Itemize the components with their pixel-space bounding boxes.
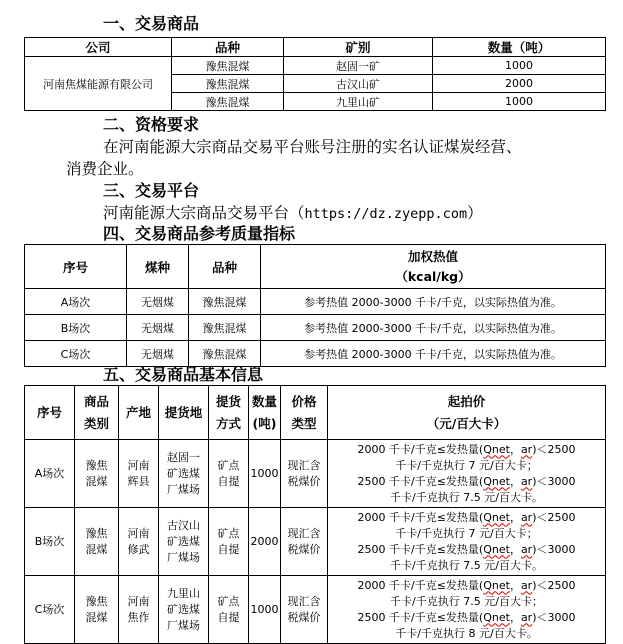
price-comma: ， [509,542,521,556]
method-2: 自提 [217,610,240,624]
table-row [25,508,606,576]
header-price-2: （元/百大卡） [426,415,507,431]
price-type-cell [281,576,328,644]
header-category-1: 商品 [83,393,109,409]
start-price-cell [328,576,606,644]
price-line-2: 千卡/千克执行 7.5 元/百大卡； [390,594,543,608]
table-row [25,315,606,341]
price-text: )＜2500 [532,510,576,524]
price-comma: ， [509,474,521,488]
heat-cell: 参考热值 2000-3000 千卡/千克，以实际热值为准。 [261,289,606,315]
pickup-1: 赵固一 [167,450,200,464]
price-line-2: 千卡/千克执行 7 元/百大卡； [395,526,538,540]
price-line-1 [328,578,605,594]
method-cell [209,576,249,644]
pickup-cell [159,508,209,576]
price-text: )＜2500 [532,442,576,456]
header-no: 序号 [25,386,75,440]
method-cell [209,440,249,508]
price-text: 2000 千卡/千克≤发热量( [357,578,484,592]
price-comma: ， [509,442,521,456]
header-price-type [281,386,328,440]
quantity-cell: 1000 [433,93,606,111]
category-1: 豫焦 [85,458,108,472]
header-pickup: 提货地 [159,386,209,440]
category-2: 混煤 [85,474,108,488]
section-4-heading: 四、交易商品参考质量指标 [103,224,296,243]
header-category [75,386,119,440]
header-price-1: 起拍价 [447,393,486,409]
price-type-cell [281,440,328,508]
header-company: 公司 [25,38,172,57]
no-cell: B场次 [25,508,75,576]
price-text: 2000 千卡/千克≤发热量( [357,510,484,524]
price-ar: ar [520,542,533,556]
price-text: )＜2500 [532,578,576,592]
no-cell: B场次 [25,315,127,341]
ptype-2: 税煤价 [287,610,321,624]
origin-2: 修武 [127,542,150,556]
mine-cell: 九里山矿 [284,93,433,111]
header-start-price [328,386,606,440]
start-price-cell [328,508,606,576]
category-cell [75,576,119,644]
price-text: 2500 千卡/千克≤发热量( [357,542,484,556]
method-2: 自提 [217,474,240,488]
company-cell: 河南焦煤能源有限公司 [25,57,172,111]
category-cell [75,440,119,508]
price-line-3 [328,610,605,626]
header-qty-1: 数量 [251,393,277,409]
pickup-2: 矿选煤 [167,602,200,616]
coal-cell: 无烟煤 [127,289,189,315]
quantity-cell: 1000 [433,57,606,75]
origin-1: 河南 [127,526,150,540]
price-line-1 [328,442,605,458]
platform-paren: ） [467,204,483,222]
table-header-row [25,386,606,440]
header-heat-unit: （kcal/kg） [395,268,471,284]
variety-cell: 豫焦混煤 [189,289,261,315]
price-text: )＜3000 [532,542,576,556]
pickup-1: 九里山 [167,586,200,600]
pickup-cell [159,576,209,644]
price-qnet: Qnet [483,474,510,488]
start-price-cell [328,440,606,508]
variety-cell: 豫焦混煤 [189,315,261,341]
header-variety: 品种 [189,245,261,289]
header-ptype-2: 类型 [291,415,317,431]
price-text: )＜3000 [532,610,576,624]
price-type-cell [281,508,328,576]
header-method-2: 方式 [215,415,241,431]
category-2: 混煤 [85,542,108,556]
pickup-3: 厂煤场 [167,550,200,564]
heat-cell: 参考热值 2000-3000 千卡/千克，以实际热值为准。 [261,315,606,341]
section-3-heading: 三、交易平台 [103,181,200,200]
variety-cell: 豫焦混煤 [189,341,261,367]
price-ar: ar [520,442,533,456]
ptype-2: 税煤价 [287,542,321,556]
ptype-1: 现汇含 [287,526,321,540]
ptype-2: 税煤价 [287,474,321,488]
header-coal: 煤种 [127,245,189,289]
section-1-heading: 一、交易商品 [103,14,200,33]
no-cell: C场次 [25,341,127,367]
variety-cell: 豫焦混煤 [172,57,284,75]
price-ar: ar [520,578,533,592]
method-1: 矿点 [217,526,240,540]
no-cell: A场次 [25,440,75,508]
pickup-1: 古汉山 [167,518,200,532]
price-qnet: Qnet [483,542,510,556]
price-text: 2500 千卡/千克≤发热量( [357,474,484,488]
header-quantity: 数量（吨） [433,38,606,57]
price-ar: ar [520,510,533,524]
pickup-cell [159,440,209,508]
coal-cell: 无烟煤 [127,341,189,367]
section-2-heading: 二、资格要求 [103,115,200,134]
price-comma: ， [509,510,521,524]
price-qnet: Qnet [483,578,510,592]
price-comma: ， [509,578,521,592]
qty-cell: 1000 [249,576,281,644]
variety-cell: 豫焦混煤 [172,93,284,111]
price-ar: ar [520,610,533,624]
category-1: 豫焦 [85,526,108,540]
price-line-3 [328,474,605,490]
origin-2: 辉县 [127,474,150,488]
header-ptype-1: 价格 [291,393,317,409]
method-1: 矿点 [217,594,240,608]
header-mine: 矿别 [284,38,433,57]
header-heat [261,245,606,289]
price-qnet: Qnet [483,442,510,456]
qty-cell: 1000 [249,440,281,508]
origin-2: 焦作 [127,610,150,624]
pickup-2: 矿选煤 [167,466,200,480]
header-heat-title: 加权热值 [407,248,458,264]
variety-cell: 豫焦混煤 [172,75,284,93]
platform-url[interactable]: https://dz.zyepp.com [304,206,468,222]
price-qnet: Qnet [483,610,510,624]
table-row [25,576,606,644]
header-qty [249,386,281,440]
method-2: 自提 [217,542,240,556]
header-qty-2: (吨) [252,415,277,431]
ptype-1: 现汇含 [287,458,321,472]
category-cell [75,508,119,576]
price-qnet: Qnet [483,510,510,524]
price-line-3 [328,542,605,558]
table-header-row [25,38,606,57]
price-line-4: 千卡/千克执行 7.5 元/百大卡。 [390,490,543,504]
header-origin: 产地 [119,386,159,440]
coal-cell: 无烟煤 [127,315,189,341]
method-1: 矿点 [217,458,240,472]
no-cell: A场次 [25,289,127,315]
mine-cell: 古汉山矿 [284,75,433,93]
pickup-2: 矿选煤 [167,534,200,548]
table-header-row [25,245,606,289]
header-method [209,386,249,440]
qualification-text-line-1: 在河南能源大宗商品交易平台账号注册的实名认证煤炭经营、 [103,138,522,156]
no-cell: C场次 [25,576,75,644]
header-category-2: 类别 [83,415,109,431]
price-comma: ， [509,610,521,624]
origin-1: 河南 [127,458,150,472]
heat-cell: 参考热值 2000-3000 千卡/千克，以实际热值为准。 [261,341,606,367]
origin-cell [119,508,159,576]
table-row [25,341,606,367]
header-method-1: 提货 [215,393,241,409]
origin-cell [119,576,159,644]
ptype-1: 现汇含 [287,594,321,608]
section-5-heading: 五、交易商品基本信息 [103,365,264,384]
price-line-2: 千卡/千克执行 7 元/百大卡； [395,458,538,472]
platform-name: 河南能源大宗商品交易平台（ [103,204,305,222]
price-text: )＜3000 [532,474,576,488]
table-row [25,440,606,508]
mine-cell: 赵固一矿 [284,57,433,75]
trade-goods-table [24,37,606,111]
basic-info-table [24,385,606,644]
header-no: 序号 [25,245,127,289]
method-cell [209,508,249,576]
quantity-cell: 2000 [433,75,606,93]
platform-text [103,203,483,224]
header-variety: 品种 [172,38,284,57]
category-1: 豫焦 [85,594,108,608]
price-text: 2500 千卡/千克≤发热量( [357,610,484,624]
category-2: 混煤 [85,610,108,624]
pickup-3: 厂煤场 [167,482,200,496]
quality-table [24,244,606,367]
qty-cell: 2000 [249,508,281,576]
price-ar: ar [520,474,533,488]
price-line-4: 千卡/千克执行 7.5 元/百大卡。 [390,558,543,572]
origin-1: 河南 [127,594,150,608]
table-row [25,57,606,75]
qualification-text-line-2: 消费企业。 [66,160,144,178]
price-text: 2000 千卡/千克≤发热量( [357,442,484,456]
pickup-3: 厂煤场 [167,618,200,632]
price-line-1 [328,510,605,526]
price-line-4: 千卡/千克执行 8 元/百大卡。 [395,626,538,640]
origin-cell [119,440,159,508]
table-row [25,289,606,315]
